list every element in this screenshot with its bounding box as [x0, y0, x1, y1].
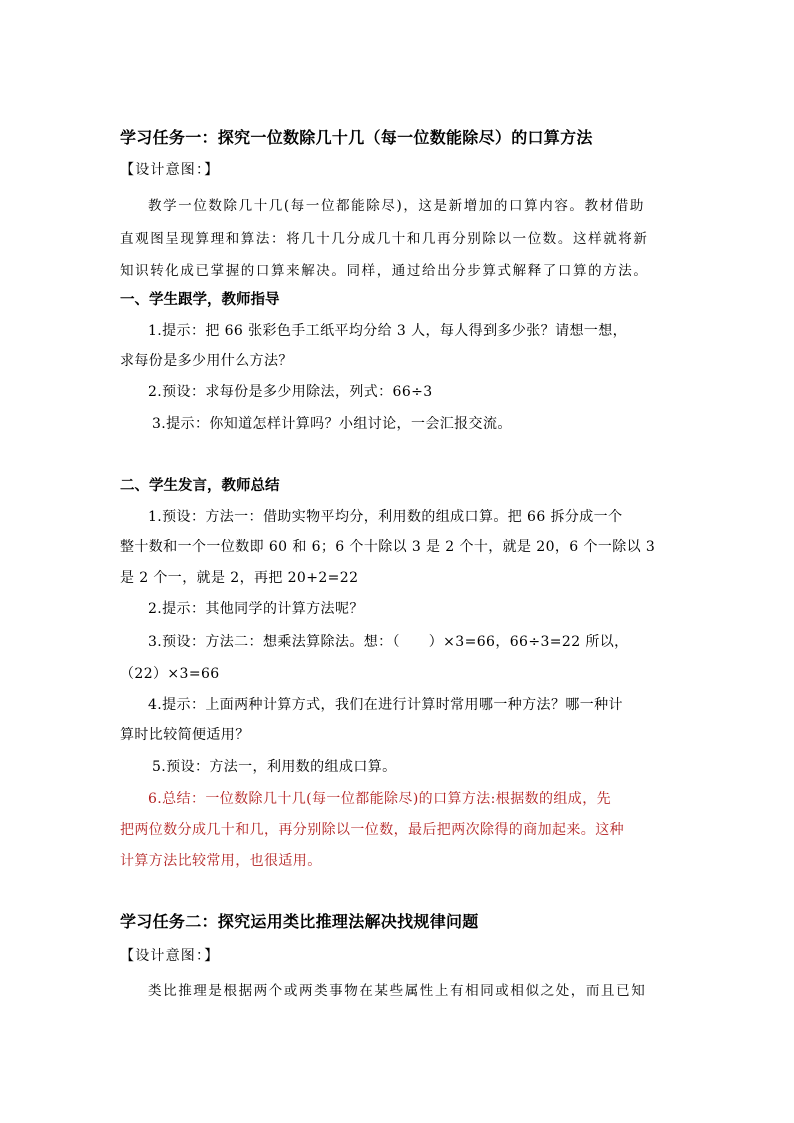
section2-line: 整十数和一个一位数即 60 和 6；6 个十除以 3 是 2 个十，就是 20，6 个一除以 3 [120, 539, 656, 555]
section1-line: 3.提示：你知道怎样计算吗？小组讨论，一会汇报交流。 [152, 416, 512, 432]
section2-heading: 二、学生发言，教师总结 [120, 477, 280, 494]
task1-intent-line: 教学一位数除几十几(每一位都能除尽)，这是新增加的口算内容。教材借助 [148, 198, 645, 214]
section2-line: （22）×3=66 [120, 666, 220, 682]
section1-line: 求每份是多少用什么方法？ [120, 353, 293, 369]
summary-line: 计算方法比较常用，也很适用。 [120, 853, 322, 869]
task1-title: 学习任务一：探究一位数除几十几（每一位数能除尽）的口算方法 [120, 128, 593, 147]
section1-heading: 一、学生跟学，教师指导 [120, 291, 280, 308]
task1-design-label: 【设计意图：】 [120, 162, 220, 178]
task1-intent-line: 知识转化成已掌握的口算来解决。同样，通过给出分步算式解释了口算的方法。 [120, 263, 649, 279]
summary-line: 6.总结：一位数除几十几(每一位都能除尽)的口算方法:根据数的组成，先 [148, 791, 611, 807]
section1-line: 1.提示：把 66 张彩色手工纸平均分给 3 人，每人得到多少张？请想一想， [148, 323, 628, 339]
section2-line: 5.预设：方法一，利用数的组成口算。 [152, 759, 397, 775]
section2-line: 4.提示：上面两种计算方式，我们在进行计算时常用哪一种方法？哪一种计 [148, 697, 623, 713]
task2-design-label: 【设计意图：】 [120, 948, 220, 964]
section2-line: 1.预设：方法一：借助实物平均分，利用数的组成口算。把 66 拆分成一个 [148, 509, 623, 525]
task1-intent-line: 直观图呈现算理和算法：将几十几分成几十和几再分别除以一位数。这样就将新 [120, 231, 649, 247]
summary-line: 把两位数分成几十和几，再分别除以一位数，最后把两次除得的商加起来。这种 [120, 822, 624, 838]
task2-intent-line: 类比推理是根据两个或两类事物在某些属性上有相同或相似之处，而且已知 [148, 983, 647, 999]
section2-line: 3.预设：方法二：想乘法算除法。想：（ ）×3=66，66÷3=22 所以， [148, 634, 629, 650]
section2-line: 算时比较简便适用？ [120, 727, 250, 743]
section2-line: 是 2 个一，就是 2，再把 20+2=22 [120, 570, 359, 586]
section2-line: 2.提示：其他同学的计算方法呢？ [148, 601, 364, 617]
section1-line: 2.预设：求每份是多少用除法，列式：66÷3 [148, 384, 433, 400]
task2-title: 学习任务二：探究运用类比推理法解决找规律问题 [120, 912, 479, 931]
